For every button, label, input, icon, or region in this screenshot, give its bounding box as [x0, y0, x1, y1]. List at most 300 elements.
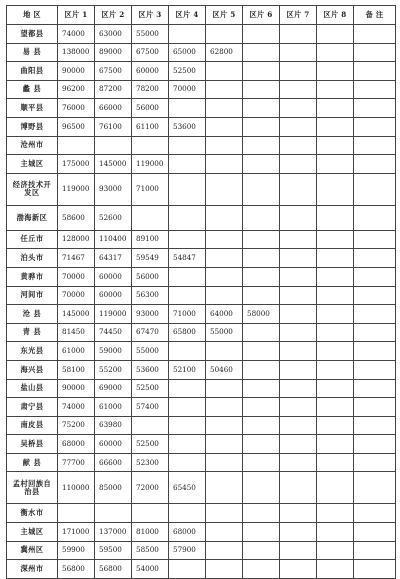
zone-3-cell: 52300 — [132, 453, 169, 472]
zone-8-cell — [317, 360, 354, 379]
zone-4-cell: 53600 — [169, 117, 206, 136]
zone-5-cell — [206, 136, 243, 155]
table-row — [7, 453, 396, 472]
zone-3-cell: 89100 — [132, 230, 169, 249]
zone-5-cell — [206, 504, 243, 523]
zone-4-cell: 65800 — [169, 323, 206, 342]
zone-4-cell: 54847 — [169, 249, 206, 268]
zone-8-cell — [317, 523, 354, 542]
zone-9-cell — [354, 80, 396, 99]
zone-2-cell: 87200 — [95, 80, 132, 99]
zone-3-cell: 55000 — [132, 342, 169, 361]
zone-6-cell — [243, 504, 280, 523]
table-row — [7, 99, 396, 118]
zone-5-cell — [206, 416, 243, 435]
zone-2-cell: 59500 — [95, 541, 132, 560]
zone-4-cell — [169, 136, 206, 155]
zone-6-cell — [243, 80, 280, 99]
table-row — [7, 249, 396, 268]
region-cell: 东光县 — [7, 342, 58, 361]
zone-3-cell: 93000 — [132, 305, 169, 324]
zone-7-cell — [280, 360, 317, 379]
zone-3-cell: 58500 — [132, 541, 169, 560]
zone-1-cell — [58, 504, 95, 523]
table-row — [7, 43, 396, 62]
zone-6-cell — [243, 541, 280, 560]
zone-5-cell — [206, 25, 243, 44]
table-row — [7, 286, 396, 305]
region-cell: 任丘市 — [7, 230, 58, 249]
zone-7-cell — [280, 205, 317, 230]
zone-8-cell — [317, 136, 354, 155]
zone-7-cell — [280, 504, 317, 523]
region-cell: 沧州市 — [7, 136, 58, 155]
zone-2-cell: 85000 — [95, 472, 132, 504]
zone-1-cell: 171000 — [58, 523, 95, 542]
zone-7-cell — [280, 25, 317, 44]
region-cell: 献 县 — [7, 453, 58, 472]
zone-3-cell: 67500 — [132, 43, 169, 62]
zone-1-cell: 81450 — [58, 323, 95, 342]
zone-6-cell — [243, 205, 280, 230]
zone-7-cell — [280, 286, 317, 305]
zone-3-cell: 119000 — [132, 155, 169, 174]
zone-7-cell — [280, 80, 317, 99]
table-row — [7, 205, 396, 230]
zone-8-cell — [317, 305, 354, 324]
region-cell: 肃宁县 — [7, 398, 58, 417]
zone-5-cell: 50460 — [206, 360, 243, 379]
zone-1-cell: 76000 — [58, 99, 95, 118]
zone-5-cell — [206, 173, 243, 205]
zone-3-cell: 81000 — [132, 523, 169, 542]
zone-2-cell: 110400 — [95, 230, 132, 249]
zone-4-cell — [169, 416, 206, 435]
zone-7-cell — [280, 541, 317, 560]
zone-4-cell: 52100 — [169, 360, 206, 379]
zone-7-cell — [280, 230, 317, 249]
zone-1-cell: 71467 — [58, 249, 95, 268]
zone-6-cell — [243, 379, 280, 398]
table-row — [7, 416, 396, 435]
zone-3-cell: 54000 — [132, 560, 169, 579]
zone-7-cell — [280, 379, 317, 398]
zone-9-cell — [354, 379, 396, 398]
table-row — [7, 230, 396, 249]
header-zone-6: 区片 6 — [243, 6, 280, 25]
zone-9-cell — [354, 560, 396, 579]
zone-1-cell: 56800 — [58, 560, 95, 579]
zone-8-cell — [317, 25, 354, 44]
header-zone-4: 区片 4 — [169, 6, 206, 25]
zone-5-cell — [206, 435, 243, 454]
zone-4-cell — [169, 379, 206, 398]
zone-9-cell — [354, 398, 396, 417]
zone-2-cell: 67500 — [95, 62, 132, 81]
zone-1-cell: 70000 — [58, 267, 95, 286]
zone-7-cell — [280, 342, 317, 361]
zone-6-cell — [243, 249, 280, 268]
zone-4-cell: 65000 — [169, 43, 206, 62]
region-cell: 博野县 — [7, 117, 58, 136]
zone-8-cell — [317, 80, 354, 99]
zone-7-cell — [280, 43, 317, 62]
zone-5-cell — [206, 398, 243, 417]
zone-7-cell — [280, 453, 317, 472]
zone-9-cell — [354, 205, 396, 230]
zone-9-cell — [354, 230, 396, 249]
zone-7-cell — [280, 62, 317, 81]
header-zone-5: 区片 5 — [206, 6, 243, 25]
zone-6-cell — [243, 416, 280, 435]
zone-9-cell — [354, 342, 396, 361]
zone-7-cell — [280, 305, 317, 324]
region-cell: 黄骅市 — [7, 267, 58, 286]
zone-7-cell — [280, 523, 317, 542]
zone-1-cell: 77700 — [58, 453, 95, 472]
zone-3-cell: 57400 — [132, 398, 169, 417]
zone-9-cell — [354, 155, 396, 174]
region-cell: 深州市 — [7, 560, 58, 579]
zone-1-cell: 90000 — [58, 379, 95, 398]
zone-4-cell — [169, 286, 206, 305]
zone-3-cell — [132, 504, 169, 523]
zone-7-cell — [280, 560, 317, 579]
zone-1-cell — [58, 136, 95, 155]
zone-9-cell — [354, 523, 396, 542]
zone-3-cell: 67470 — [132, 323, 169, 342]
header-zone-8: 区片 8 — [317, 6, 354, 25]
region-cell: 渤海新区 — [7, 205, 58, 230]
zone-9-cell — [354, 286, 396, 305]
zone-5-cell — [206, 230, 243, 249]
table-row — [7, 342, 396, 361]
zone-6-cell — [243, 136, 280, 155]
zone-6-cell — [243, 117, 280, 136]
zone-1-cell: 58100 — [58, 360, 95, 379]
zone-1-cell: 96500 — [58, 117, 95, 136]
zone-7-cell — [280, 416, 317, 435]
zone-2-cell: 59000 — [95, 342, 132, 361]
zone-9-cell — [354, 25, 396, 44]
zone-5-cell — [206, 205, 243, 230]
zone-7-cell — [280, 435, 317, 454]
zone-6-cell — [243, 323, 280, 342]
zone-8-cell — [317, 173, 354, 205]
zone-4-cell — [169, 230, 206, 249]
zone-6-cell — [243, 435, 280, 454]
zone-4-cell — [169, 504, 206, 523]
zone-3-cell: 61100 — [132, 117, 169, 136]
zone-8-cell — [317, 117, 354, 136]
zone-1-cell: 58600 — [58, 205, 95, 230]
zone-4-cell: 65450 — [169, 472, 206, 504]
zone-9-cell — [354, 62, 396, 81]
region-cell: 主城区 — [7, 523, 58, 542]
zone-6-cell — [243, 267, 280, 286]
zone-8-cell — [317, 472, 354, 504]
zone-8-cell — [317, 249, 354, 268]
zone-8-cell — [317, 398, 354, 417]
zone-3-cell: 78200 — [132, 80, 169, 99]
table-row — [7, 472, 396, 504]
zone-3-cell: 71000 — [132, 173, 169, 205]
zone-5-cell — [206, 342, 243, 361]
zone-3-cell: 52500 — [132, 379, 169, 398]
zone-1-cell: 96200 — [58, 80, 95, 99]
zone-9-cell — [354, 472, 396, 504]
zone-4-cell — [169, 205, 206, 230]
zone-4-cell: 52500 — [169, 62, 206, 81]
table-row — [7, 435, 396, 454]
region-cell: 曲阳县 — [7, 62, 58, 81]
zone-2-cell: 137000 — [95, 523, 132, 542]
zone-3-cell: 55000 — [132, 25, 169, 44]
zone-5-cell: 55000 — [206, 323, 243, 342]
zone-3-cell: 56300 — [132, 286, 169, 305]
zone-9-cell — [354, 117, 396, 136]
zone-1-cell: 128000 — [58, 230, 95, 249]
zone-7-cell — [280, 173, 317, 205]
table-row — [7, 62, 396, 81]
zone-9-cell — [354, 435, 396, 454]
zone-1-cell: 138000 — [58, 43, 95, 62]
zone-9-cell — [354, 43, 396, 62]
zone-3-cell: 56000 — [132, 99, 169, 118]
zone-4-cell: 57900 — [169, 541, 206, 560]
zone-6-cell — [243, 360, 280, 379]
zone-8-cell — [317, 379, 354, 398]
table-row — [7, 25, 396, 44]
zone-5-cell — [206, 267, 243, 286]
zone-3-cell: 59549 — [132, 249, 169, 268]
region-cell: 衡水市 — [7, 504, 58, 523]
zone-8-cell — [317, 453, 354, 472]
zone-1-cell: 68000 — [58, 435, 95, 454]
zone-3-cell — [132, 416, 169, 435]
zone-5-cell — [206, 117, 243, 136]
zone-2-cell: 66000 — [95, 99, 132, 118]
zone-2-cell: 119000 — [95, 305, 132, 324]
zone-4-cell — [169, 435, 206, 454]
zone-1-cell: 175000 — [58, 155, 95, 174]
zone-7-cell — [280, 249, 317, 268]
header-zone-2: 区片 2 — [95, 6, 132, 25]
table-row — [7, 80, 396, 99]
zone-2-cell — [95, 136, 132, 155]
zone-4-cell — [169, 560, 206, 579]
region-cell: 盐山县 — [7, 379, 58, 398]
header-region: 地 区 — [7, 6, 58, 25]
zone-6-cell — [243, 155, 280, 174]
zone-3-cell: 52500 — [132, 435, 169, 454]
region-cell: 沧 县 — [7, 305, 58, 324]
zone-2-cell: 61000 — [95, 398, 132, 417]
zone-4-cell — [169, 342, 206, 361]
region-cell: 蠡 县 — [7, 80, 58, 99]
table-row — [7, 379, 396, 398]
zone-5-cell — [206, 453, 243, 472]
zone-9-cell — [354, 323, 396, 342]
zone-6-cell — [243, 173, 280, 205]
zone-6-cell — [243, 398, 280, 417]
zone-5-cell — [206, 541, 243, 560]
zone-5-cell — [206, 62, 243, 81]
zone-9-cell — [354, 504, 396, 523]
zone-6-cell — [243, 453, 280, 472]
zone-9-cell — [354, 305, 396, 324]
zone-2-cell: 76100 — [95, 117, 132, 136]
zone-8-cell — [317, 205, 354, 230]
table-row — [7, 136, 396, 155]
table-row — [7, 305, 396, 324]
zone-4-cell — [169, 453, 206, 472]
zone-2-cell: 69000 — [95, 379, 132, 398]
zone-4-cell — [169, 25, 206, 44]
zone-2-cell: 56800 — [95, 560, 132, 579]
zone-8-cell — [317, 560, 354, 579]
zone-2-cell: 60000 — [95, 286, 132, 305]
zone-9-cell — [354, 453, 396, 472]
table-row — [7, 117, 396, 136]
zone-2-cell — [95, 504, 132, 523]
zone-6-cell — [243, 62, 280, 81]
land-price-table — [6, 5, 396, 579]
zone-6-cell — [243, 230, 280, 249]
table-row — [7, 560, 396, 579]
zone-9-cell — [354, 360, 396, 379]
table-body — [7, 25, 396, 579]
zone-3-cell: 53600 — [132, 360, 169, 379]
zone-6-cell — [243, 99, 280, 118]
zone-2-cell: 74450 — [95, 323, 132, 342]
zone-1-cell: 119000 — [58, 173, 95, 205]
zone-1-cell: 90000 — [58, 62, 95, 81]
table-row — [7, 541, 396, 560]
zone-2-cell: 66600 — [95, 453, 132, 472]
zone-7-cell — [280, 136, 317, 155]
zone-9-cell — [354, 267, 396, 286]
zone-8-cell — [317, 504, 354, 523]
zone-5-cell — [206, 249, 243, 268]
zone-8-cell — [317, 323, 354, 342]
zone-8-cell — [317, 267, 354, 286]
header-row — [7, 6, 396, 25]
zone-6-cell: 58000 — [243, 305, 280, 324]
zone-8-cell — [317, 230, 354, 249]
zone-6-cell — [243, 286, 280, 305]
zone-4-cell — [169, 155, 206, 174]
zone-3-cell — [132, 205, 169, 230]
zone-4-cell — [169, 267, 206, 286]
region-cell: 经济技术开发区 — [7, 173, 58, 205]
zone-1-cell: 110000 — [58, 472, 95, 504]
zone-2-cell: 145000 — [95, 155, 132, 174]
zone-1-cell: 61000 — [58, 342, 95, 361]
zone-5-cell — [206, 523, 243, 542]
table-row — [7, 267, 396, 286]
zone-1-cell: 74000 — [58, 25, 95, 44]
zone-2-cell: 63000 — [95, 25, 132, 44]
table-row — [7, 504, 396, 523]
header-zone-1: 区片 1 — [58, 6, 95, 25]
zone-2-cell: 93000 — [95, 173, 132, 205]
region-cell: 河间市 — [7, 286, 58, 305]
table-row — [7, 360, 396, 379]
zone-3-cell — [132, 136, 169, 155]
zone-8-cell — [317, 342, 354, 361]
zone-6-cell — [243, 342, 280, 361]
zone-7-cell — [280, 155, 317, 174]
zone-4-cell: 70000 — [169, 80, 206, 99]
zone-9-cell — [354, 249, 396, 268]
zone-7-cell — [280, 398, 317, 417]
region-cell: 吴桥县 — [7, 435, 58, 454]
zone-5-cell — [206, 286, 243, 305]
zone-9-cell — [354, 136, 396, 155]
zone-2-cell: 55200 — [95, 360, 132, 379]
zone-2-cell: 64317 — [95, 249, 132, 268]
zone-3-cell: 72000 — [132, 472, 169, 504]
zone-8-cell — [317, 62, 354, 81]
zone-6-cell — [243, 560, 280, 579]
zone-5-cell — [206, 155, 243, 174]
zone-1-cell: 74000 — [58, 398, 95, 417]
zone-8-cell — [317, 43, 354, 62]
zone-7-cell — [280, 117, 317, 136]
region-cell: 主城区 — [7, 155, 58, 174]
zone-5-cell — [206, 560, 243, 579]
zone-8-cell — [317, 435, 354, 454]
zone-5-cell — [206, 379, 243, 398]
zone-9-cell — [354, 173, 396, 205]
zone-7-cell — [280, 99, 317, 118]
zone-2-cell: 52600 — [95, 205, 132, 230]
zone-5-cell: 64000 — [206, 305, 243, 324]
region-cell: 青 县 — [7, 323, 58, 342]
header-zone-3: 区片 3 — [132, 6, 169, 25]
table-row — [7, 173, 396, 205]
zone-2-cell: 89000 — [95, 43, 132, 62]
zone-4-cell — [169, 398, 206, 417]
zone-8-cell — [317, 541, 354, 560]
zone-3-cell: 60000 — [132, 62, 169, 81]
zone-8-cell — [317, 416, 354, 435]
zone-6-cell — [243, 472, 280, 504]
region-cell: 顺平县 — [7, 99, 58, 118]
zone-5-cell — [206, 99, 243, 118]
zone-6-cell — [243, 43, 280, 62]
region-cell: 海兴县 — [7, 360, 58, 379]
zone-4-cell: 68000 — [169, 523, 206, 542]
zone-8-cell — [317, 99, 354, 118]
zone-5-cell — [206, 80, 243, 99]
zone-1-cell: 70000 — [58, 286, 95, 305]
zone-4-cell — [169, 99, 206, 118]
region-cell: 南皮县 — [7, 416, 58, 435]
zone-9-cell — [354, 99, 396, 118]
table-row — [7, 523, 396, 542]
region-cell: 易 县 — [7, 43, 58, 62]
zone-1-cell: 145000 — [58, 305, 95, 324]
zone-9-cell — [354, 541, 396, 560]
zone-6-cell — [243, 25, 280, 44]
zone-6-cell — [243, 523, 280, 542]
zone-2-cell: 63980 — [95, 416, 132, 435]
table-row — [7, 155, 396, 174]
zone-4-cell — [169, 173, 206, 205]
table-row — [7, 323, 396, 342]
